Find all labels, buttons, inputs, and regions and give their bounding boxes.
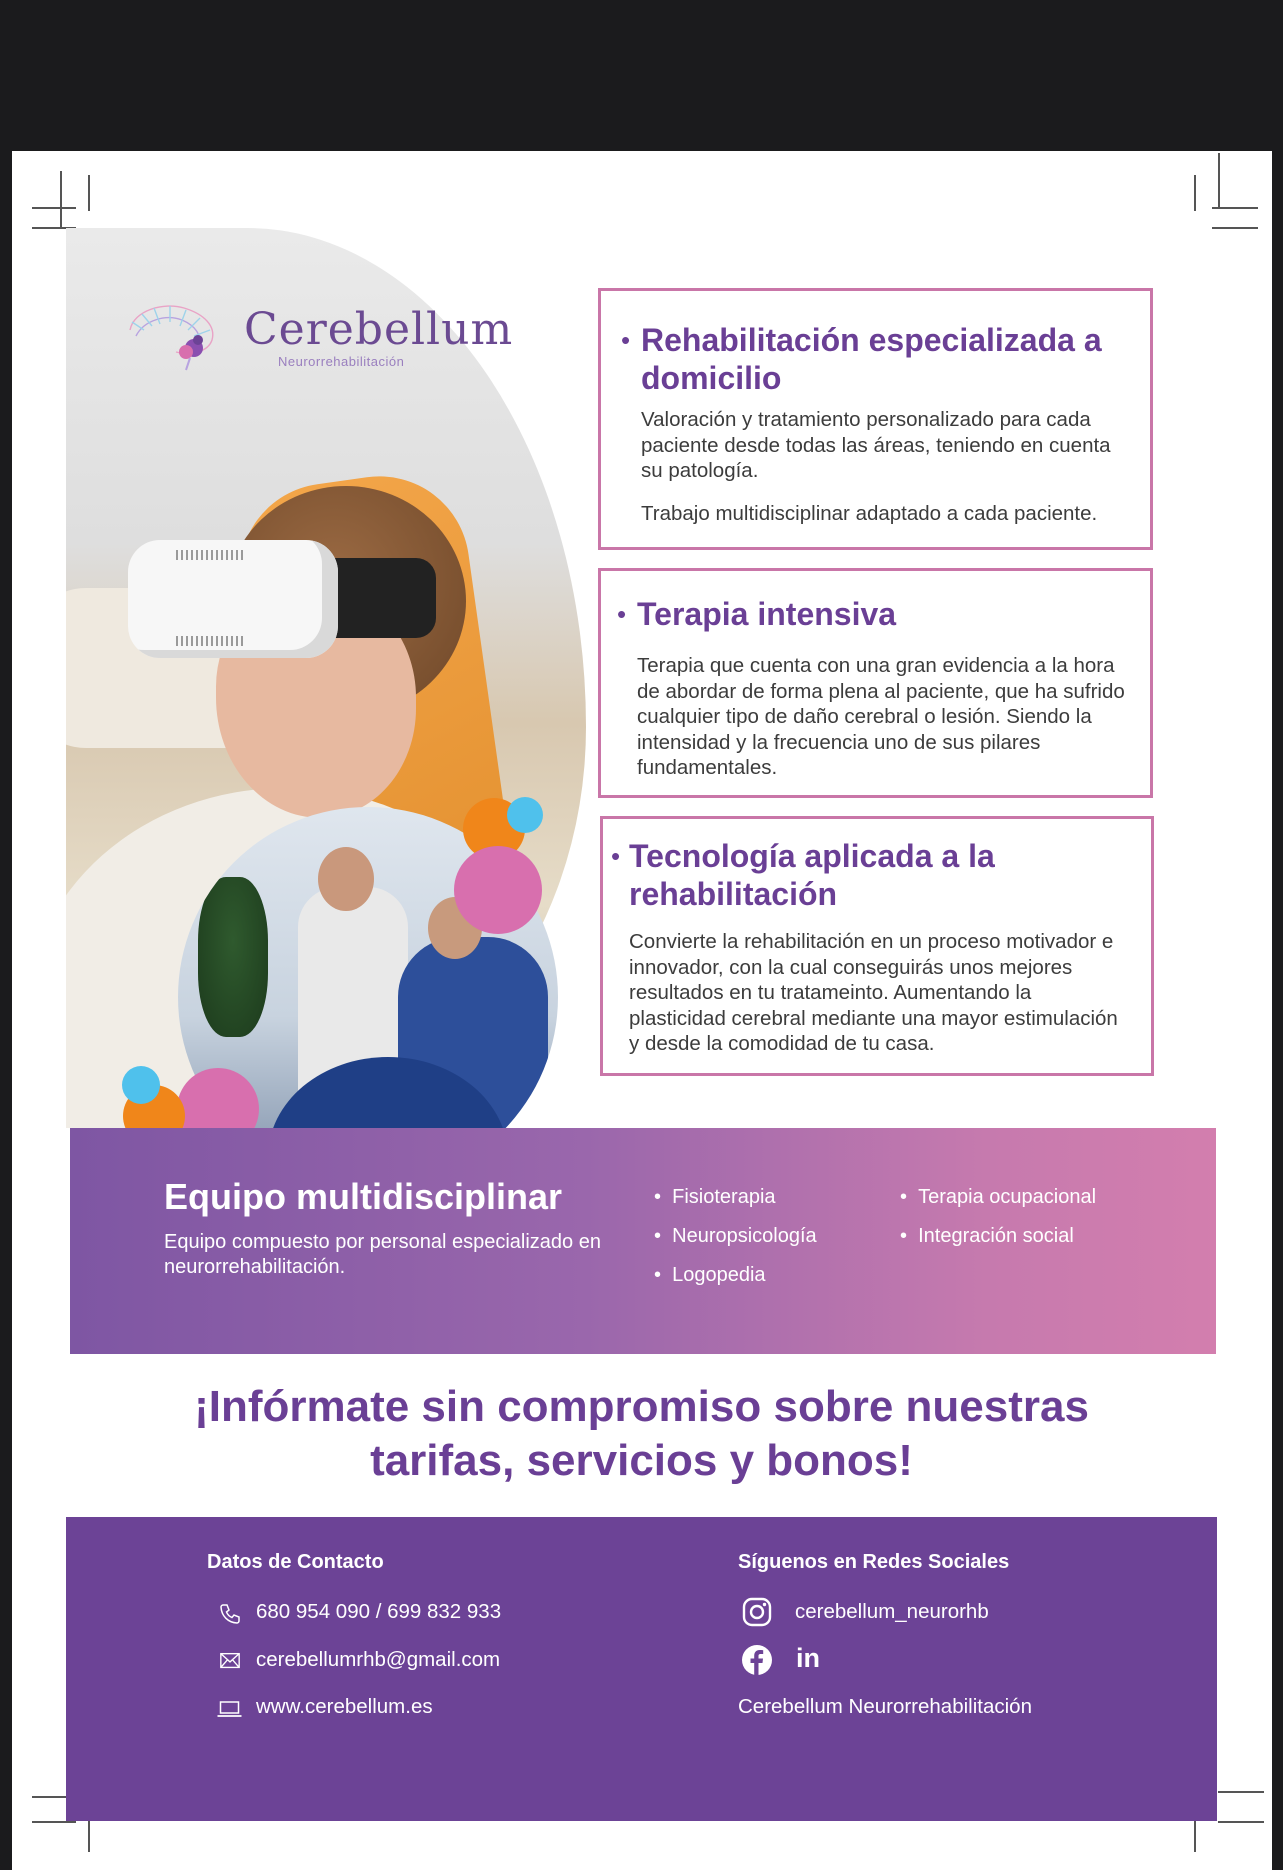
vr-grille <box>176 636 246 646</box>
crop-mark <box>1218 1791 1264 1793</box>
feature-title-line: domicilio <box>641 360 782 396</box>
decor-dot-blue <box>122 1066 160 1104</box>
cta-line: ¡Infórmate sin compromiso sobre nuestras <box>194 1382 1089 1431</box>
feature-title <box>629 837 1139 913</box>
phone-number[interactable]: 680 954 090 / 699 832 933 <box>256 1600 502 1623</box>
vr-grille <box>176 550 246 560</box>
crop-mark <box>1212 227 1258 229</box>
feature-title: Terapia intensiva <box>637 596 897 632</box>
crop-mark <box>32 1821 76 1823</box>
contact-footer <box>66 1517 1217 1821</box>
feature-text: Terapia que cuenta con una gran evidencia a la hora de abordar de forma plena al paciente, que ha sufrido cualquier tipo de daño cerebral o lesión. Siendo la intensidad y la frecuencia uno de sus pilares fundamentales. <box>637 654 1125 779</box>
decor-dot-blue <box>507 797 543 833</box>
crop-mark <box>32 207 76 209</box>
team-description: Equipo compuesto por personal especializado en neurorrehabilitación. <box>164 1231 601 1278</box>
feature-box-homecare <box>598 288 1153 550</box>
crop-mark <box>1218 153 1220 207</box>
laptop-icon <box>216 1699 243 1719</box>
team-band <box>70 1128 1216 1354</box>
crop-mark <box>1194 175 1196 211</box>
feature-title-line: rehabilitación <box>629 876 838 912</box>
feature-text: Convierte la rehabilitación en un proceso motivador e innovador, con la cual conseguirás unos mejores resultados en tu tratameinto. Aumentando la plasticidad cerebral mediante una mayor estimulación y desde la comodidad de tu casa. <box>629 930 1118 1055</box>
facebook-icon[interactable] <box>741 1644 773 1676</box>
patient-head <box>318 847 374 911</box>
bullet: • <box>621 325 631 355</box>
call-to-action <box>100 1380 1183 1488</box>
brand-subtitle: Neurorrehabilitación <box>278 354 405 369</box>
feature-title <box>641 321 1141 397</box>
phone-icon <box>218 1602 242 1626</box>
crop-mark <box>1194 1816 1196 1852</box>
service-item: • Terapia ocupacional <box>900 1186 1097 1208</box>
instagram-handle[interactable]: cerebellum_neurorhb <box>795 1600 989 1623</box>
service-item: • Fisioterapia <box>654 1186 776 1208</box>
crop-mark <box>88 1816 90 1852</box>
crop-mark <box>1212 207 1258 209</box>
feature-box-intensive <box>598 568 1153 798</box>
service-item: • Neuropsicología <box>654 1225 817 1247</box>
brain-logo-icon <box>124 300 224 374</box>
team-title: Equipo multidisciplinar <box>164 1176 563 1217</box>
contact-heading: Datos de Contacto <box>207 1551 384 1573</box>
decor-dot-pink <box>454 846 542 934</box>
plant <box>198 877 268 1037</box>
instagram-icon[interactable] <box>742 1597 772 1627</box>
crop-mark <box>60 171 62 227</box>
feature-text: Trabajo multidisciplinar adaptado a cada paciente. <box>641 502 1098 525</box>
email-link[interactable]: cerebellumrhb@gmail.com <box>256 1648 501 1671</box>
feature-title-line: Rehabilitación especializada a <box>641 322 1102 358</box>
website-link[interactable]: www.cerebellum.es <box>256 1695 433 1718</box>
cta-line: tarifas, servicios y bonos! <box>370 1436 913 1485</box>
social-heading: Síguenos en Redes Sociales <box>738 1551 1010 1573</box>
social-page-name[interactable]: Cerebellum Neurorrehabilitación <box>738 1695 1032 1718</box>
mail-icon <box>217 1650 243 1672</box>
feature-title-line: Tecnología aplicada a la <box>629 838 995 874</box>
service-item: • Logopedia <box>654 1264 766 1286</box>
crop-mark <box>1218 1821 1264 1823</box>
linkedin-icon[interactable]: in <box>796 1643 820 1673</box>
bullet: • <box>617 599 627 629</box>
brand-name: Cerebellum <box>244 304 514 355</box>
top-bar <box>0 0 1283 151</box>
feature-text: Valoración y tratamiento personalizado para cada paciente desde todas las áreas, teniendo en cuenta su patología. <box>641 408 1111 482</box>
crop-mark <box>88 175 90 211</box>
service-item: • Integración social <box>900 1225 1074 1247</box>
feature-box-technology <box>600 816 1154 1076</box>
bullet: • <box>611 841 621 871</box>
